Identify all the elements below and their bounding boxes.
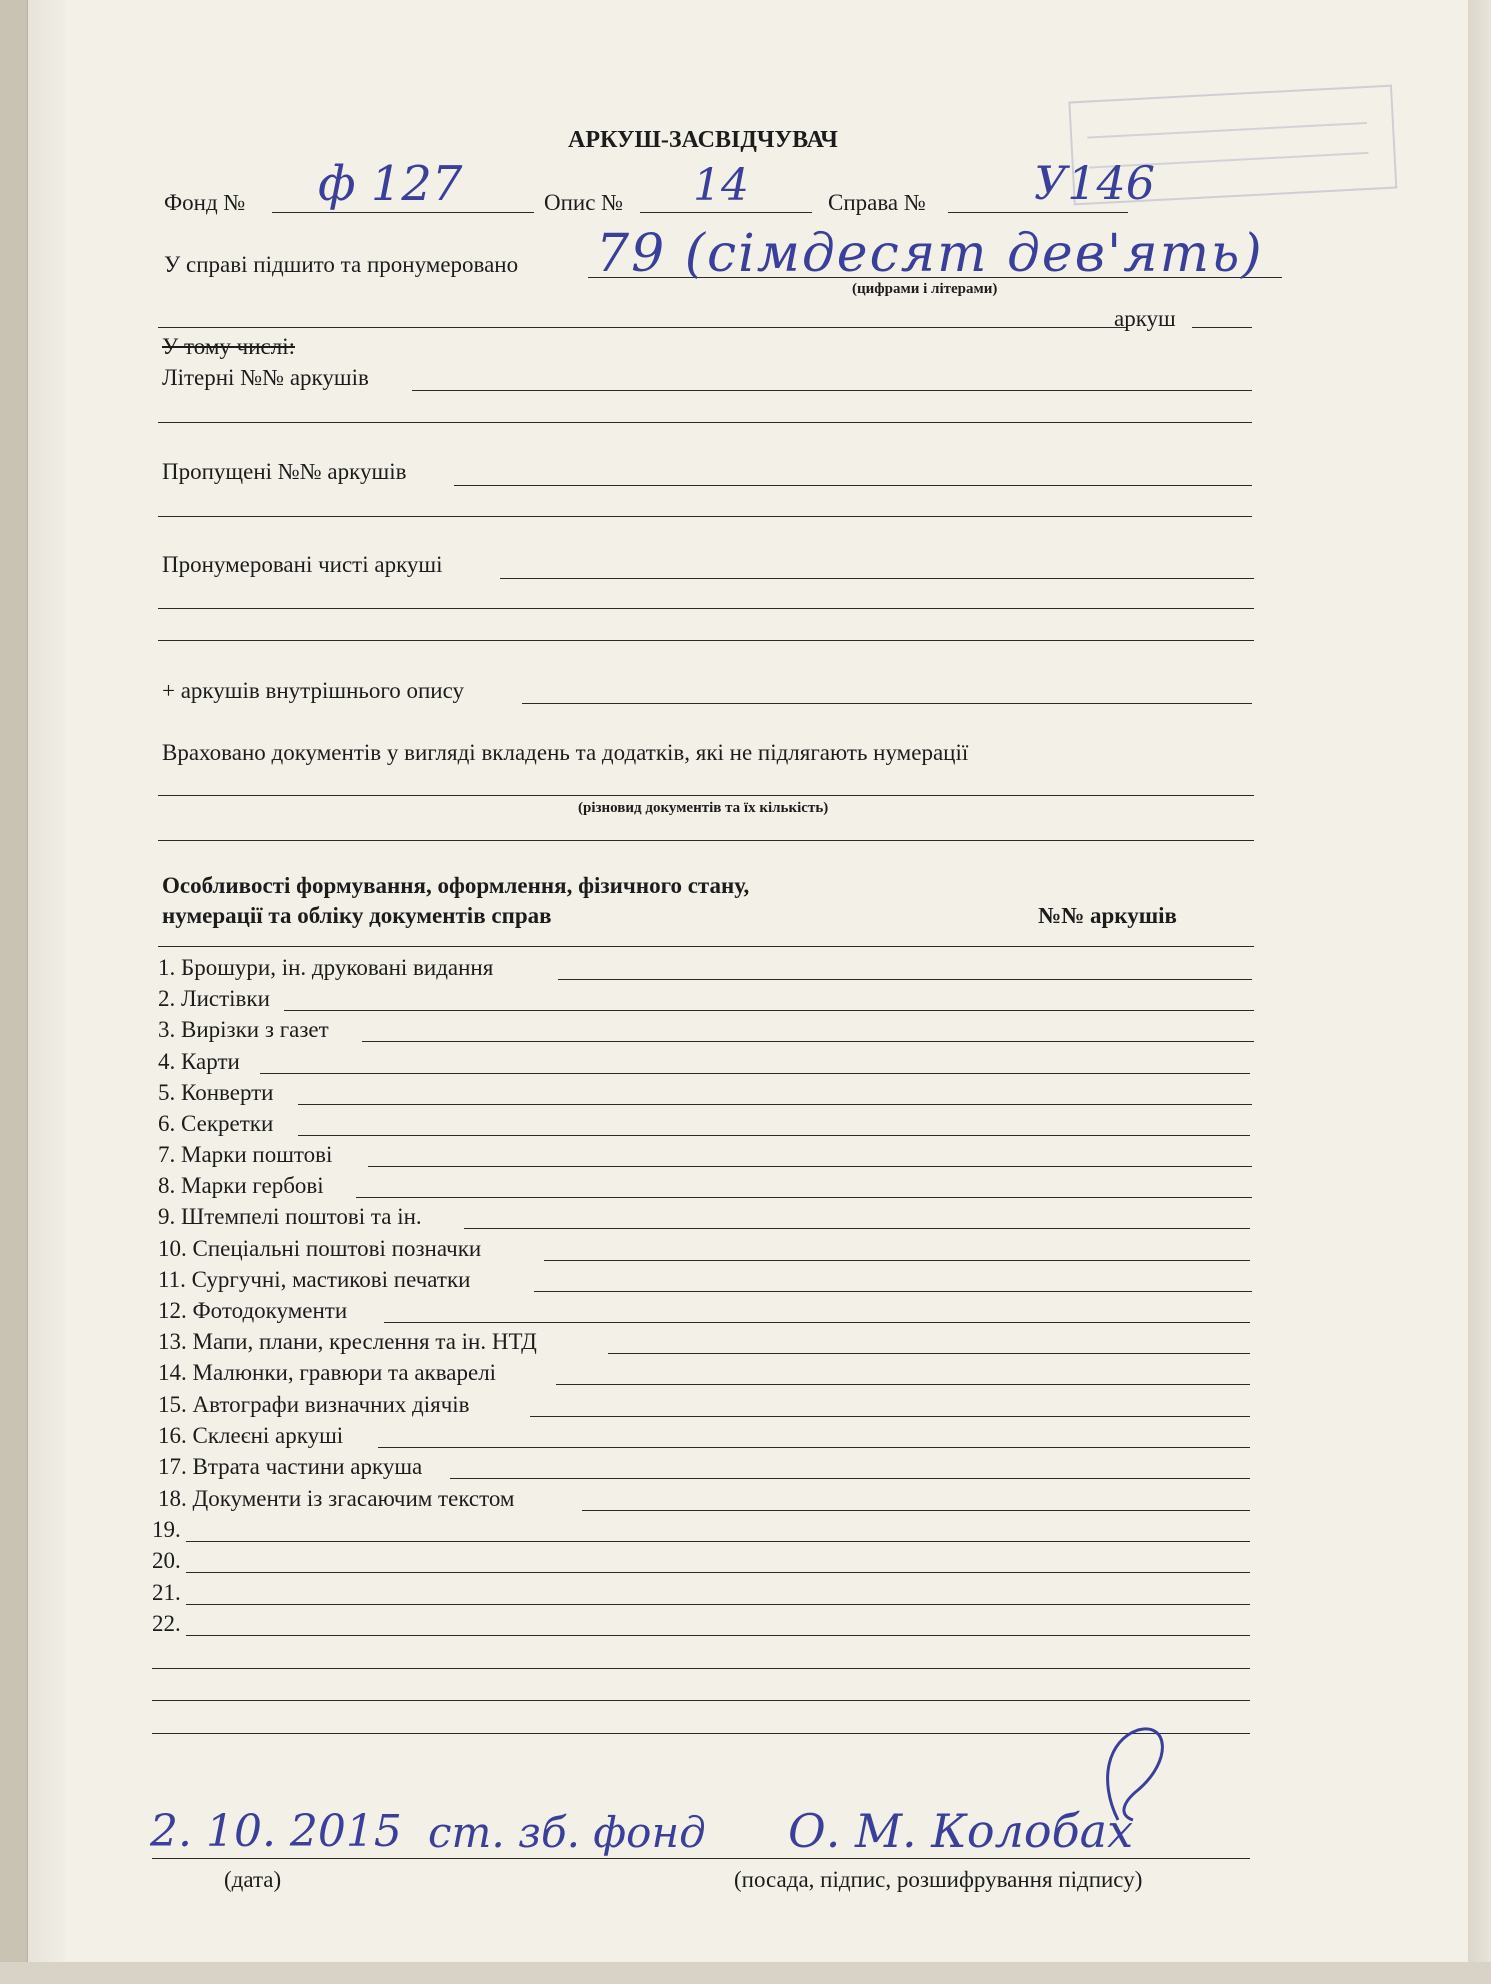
letter-sheets-label: Літерні №№ аркушів: [162, 365, 369, 390]
list-item: 4. Карти: [158, 1049, 240, 1074]
sheet-unit-label: аркуш: [1114, 306, 1176, 331]
list-item: 21.: [152, 1580, 181, 1605]
list-item: 20.: [152, 1548, 181, 1573]
position-value: ст. зб. фонд: [428, 1808, 706, 1857]
list-item: 12. Фотодокументи: [158, 1298, 348, 1323]
date-value: 2. 10. 2015: [150, 1806, 402, 1857]
list-item: 17. Втрата частини аркуша: [158, 1454, 423, 1479]
list-item: 2. Листівки: [158, 986, 270, 1011]
stitched-hint: (цифрами і літерами): [852, 281, 998, 297]
list-item: 3. Вирізки з газет: [158, 1017, 329, 1042]
attachments-label: Враховано документів у вигляді вкладень та додатків, які не підлягають нумерації: [162, 740, 969, 765]
list-item: 13. Мапи, плани, креслення та ін. НТД: [158, 1329, 537, 1354]
list-item: 14. Малюнки, гравюри та акварелі: [158, 1360, 497, 1385]
date-label: (дата): [224, 1867, 282, 1892]
list-item: 19.: [152, 1517, 181, 1542]
attachments-hint: (різновид документів та їх кількість): [578, 800, 829, 816]
list-item: 1. Брошури, ін. друковані видання: [158, 955, 494, 980]
including-label: У тому числі:: [162, 334, 295, 359]
list-item: 6. Секретки: [158, 1111, 274, 1136]
stitched-value: 79 (сімдесят дев'ять): [596, 224, 1264, 284]
list-item: 22.: [152, 1611, 181, 1636]
document-sheet: [28, 0, 1468, 1962]
document-title: АРКУШ-ЗАСВІДЧУВАЧ: [568, 127, 838, 153]
opys-value: 14: [693, 160, 749, 211]
list-item: 11. Сургучні, мастикові печатки: [158, 1267, 471, 1292]
features-heading-2: нумерації та обліку документів справ: [162, 903, 552, 928]
sheet-right-edge: [1468, 0, 1491, 1962]
sprava-label: Справа №: [828, 190, 926, 215]
inner-inventory-label: + аркушів внутрішнього опису: [162, 678, 465, 703]
list-item: 10. Спеціальні поштові позначки: [158, 1236, 482, 1261]
stitched-label: У справі підшито та пронумеровано: [164, 252, 519, 277]
sheets-column-label: №№ аркушів: [1038, 903, 1177, 928]
signature-label: (посада, підпис, розшифрування підпису): [734, 1867, 1143, 1892]
sprava-value: У146: [1034, 156, 1156, 210]
list-item: 15. Автографи визначних діячів: [158, 1392, 470, 1417]
list-item: 9. Штемпелі поштові та ін.: [158, 1204, 422, 1229]
missing-sheets-label: Пропущені №№ аркушів: [162, 459, 407, 484]
opys-label: Опис №: [544, 190, 624, 215]
sheet-left-edge: [28, 0, 66, 1962]
list-item: 8. Марки гербові: [158, 1173, 324, 1198]
blank-sheets-label: Пронумеровані чисті аркуші: [162, 552, 443, 577]
scan-bottom-strip: [0, 1962, 1491, 1984]
list-item: 7. Марки поштові: [158, 1142, 333, 1167]
list-item: 18. Документи із згасаючим текстом: [158, 1486, 515, 1511]
fond-label: Фонд №: [164, 190, 246, 215]
list-item: 5. Конверти: [158, 1080, 274, 1105]
signature-value: О. М. Колобах: [788, 1804, 1134, 1858]
fond-value: ф 127: [318, 156, 463, 212]
list-item: 16. Склеєні аркуші: [158, 1423, 344, 1448]
features-heading-1: Особливості формування, оформлення, фізичного стану,: [162, 873, 750, 898]
signature-flourish: [1078, 1720, 1188, 1830]
